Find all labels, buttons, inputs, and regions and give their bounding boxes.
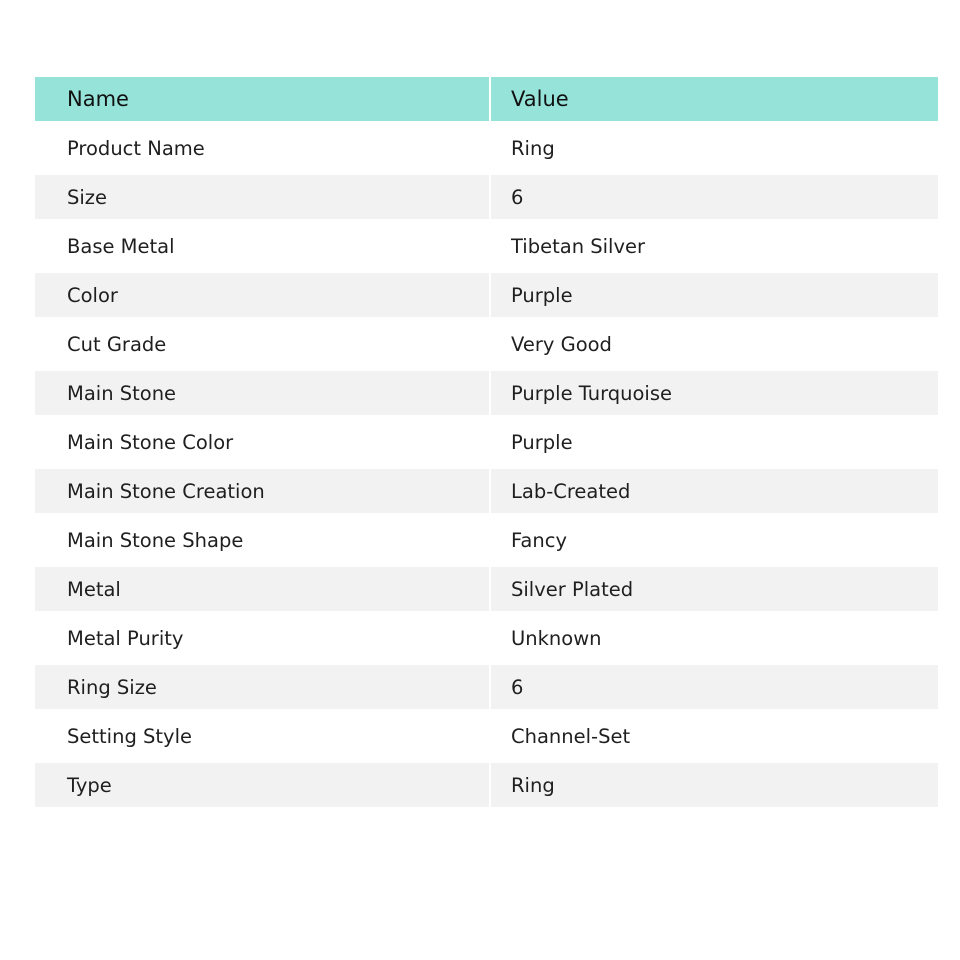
row-name-cell: Metal Purity xyxy=(35,616,491,665)
header-row xyxy=(35,77,938,126)
header-name: Name xyxy=(35,77,491,126)
row-name-cell: Base Metal xyxy=(35,224,491,273)
table-row xyxy=(35,126,938,175)
row-name-cell: Size xyxy=(35,175,491,224)
table-row xyxy=(35,469,938,518)
row-name-cell: Setting Style xyxy=(35,714,491,763)
table-row xyxy=(35,714,938,763)
table-row xyxy=(35,567,938,616)
table-row xyxy=(35,420,938,469)
table-body xyxy=(35,126,938,812)
row-value-cell: Fancy xyxy=(491,518,938,567)
table-row xyxy=(35,665,938,714)
row-value-cell: Very Good xyxy=(491,322,938,371)
row-value-cell: 6 xyxy=(491,665,938,714)
table-row xyxy=(35,371,938,420)
row-name-cell: Product Name xyxy=(35,126,491,175)
header-value: Value xyxy=(491,77,938,126)
row-value-cell: Purple xyxy=(491,420,938,469)
row-name-cell: Metal xyxy=(35,567,491,616)
row-name-cell: Main Stone Creation xyxy=(35,469,491,518)
row-value-cell: Ring xyxy=(491,126,938,175)
row-value-cell: Unknown xyxy=(491,616,938,665)
row-name-cell: Main Stone Shape xyxy=(35,518,491,567)
table-header xyxy=(35,77,938,126)
row-value-cell: Silver Plated xyxy=(491,567,938,616)
row-value-cell: 6 xyxy=(491,175,938,224)
row-name-cell: Type xyxy=(35,763,491,812)
row-value-cell: Purple xyxy=(491,273,938,322)
table-row xyxy=(35,322,938,371)
row-value-cell: Purple Turquoise xyxy=(491,371,938,420)
table-row xyxy=(35,616,938,665)
row-value-cell: Ring xyxy=(491,763,938,812)
row-value-cell: Channel-Set xyxy=(491,714,938,763)
row-value-cell: Lab-Created xyxy=(491,469,938,518)
table-row xyxy=(35,175,938,224)
row-name-cell: Main Stone Color xyxy=(35,420,491,469)
row-value-cell: Tibetan Silver xyxy=(491,224,938,273)
row-name-cell: Main Stone xyxy=(35,371,491,420)
table-row xyxy=(35,518,938,567)
row-name-cell: Color xyxy=(35,273,491,322)
specifications-table xyxy=(35,77,938,812)
table-row xyxy=(35,273,938,322)
row-name-cell: Ring Size xyxy=(35,665,491,714)
row-name-cell: Cut Grade xyxy=(35,322,491,371)
table-row xyxy=(35,763,938,812)
table-row xyxy=(35,224,938,273)
